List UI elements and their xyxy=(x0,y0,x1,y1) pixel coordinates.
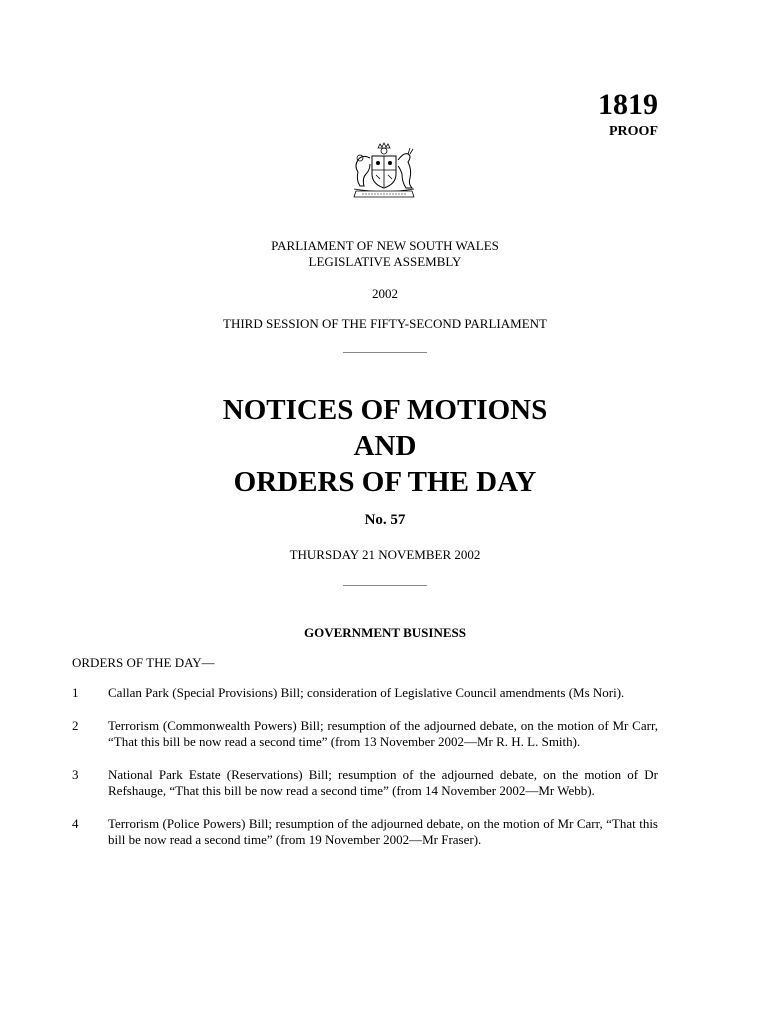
divider xyxy=(343,352,427,353)
page-title-line-2: AND xyxy=(353,430,417,462)
item-text: Terrorism (Commonwealth Powers) Bill; resumption of the adjourned debate, on the motion of Mr Carr, “That this bill be now read a second time” (from 13 November 2002—Mr R. H. L. Smith). xyxy=(108,718,658,749)
divider xyxy=(343,585,427,586)
proof-label: PROOF xyxy=(609,124,658,139)
page-number: 1819 xyxy=(598,88,658,121)
list-item xyxy=(72,767,658,799)
orders-list xyxy=(72,685,658,865)
list-item xyxy=(72,816,658,848)
item-number: 1 xyxy=(72,685,79,700)
coat-of-arms-emblem-icon xyxy=(342,142,426,200)
item-text: National Park Estate (Reservations) Bill; resumption of the adjourned debate, on the motion of Dr Refshauge, “That this bill be now read a second time” (from 14 November 2002—Mr Webb). xyxy=(108,767,658,798)
item-text: Callan Park (Special Provisions) Bill; consideration of Legislative Council amendments (Ms Nori). xyxy=(108,685,625,700)
page-title-line-1: NOTICES OF MOTIONS xyxy=(222,394,548,426)
list-item xyxy=(72,718,658,750)
item-number: 4 xyxy=(72,816,79,831)
parliament-name: PARLIAMENT OF NEW SOUTH WALES xyxy=(271,238,499,253)
house-name: LEGISLATIVE ASSEMBLY xyxy=(308,254,462,269)
issue-number: No. 57 xyxy=(364,512,406,528)
list-item xyxy=(72,685,658,701)
item-number: 3 xyxy=(72,767,79,782)
page-title-line-3: ORDERS OF THE DAY xyxy=(233,466,537,498)
item-number: 2 xyxy=(72,718,79,733)
orders-of-the-day-heading: ORDERS OF THE DAY— xyxy=(72,655,215,670)
session-name: THIRD SESSION OF THE FIFTY-SECOND PARLIAMENT xyxy=(223,316,547,331)
section-heading: GOVERNMENT BUSINESS xyxy=(304,625,466,640)
item-text: Terrorism (Police Powers) Bill; resumption of the adjourned debate, on the motion of Mr Carr, “That this bill be now read a second time” (from 19 November 2002—Mr Fraser). xyxy=(108,816,658,847)
session-year: 2002 xyxy=(372,286,398,301)
issue-date: THURSDAY 21 NOVEMBER 2002 xyxy=(289,547,481,562)
